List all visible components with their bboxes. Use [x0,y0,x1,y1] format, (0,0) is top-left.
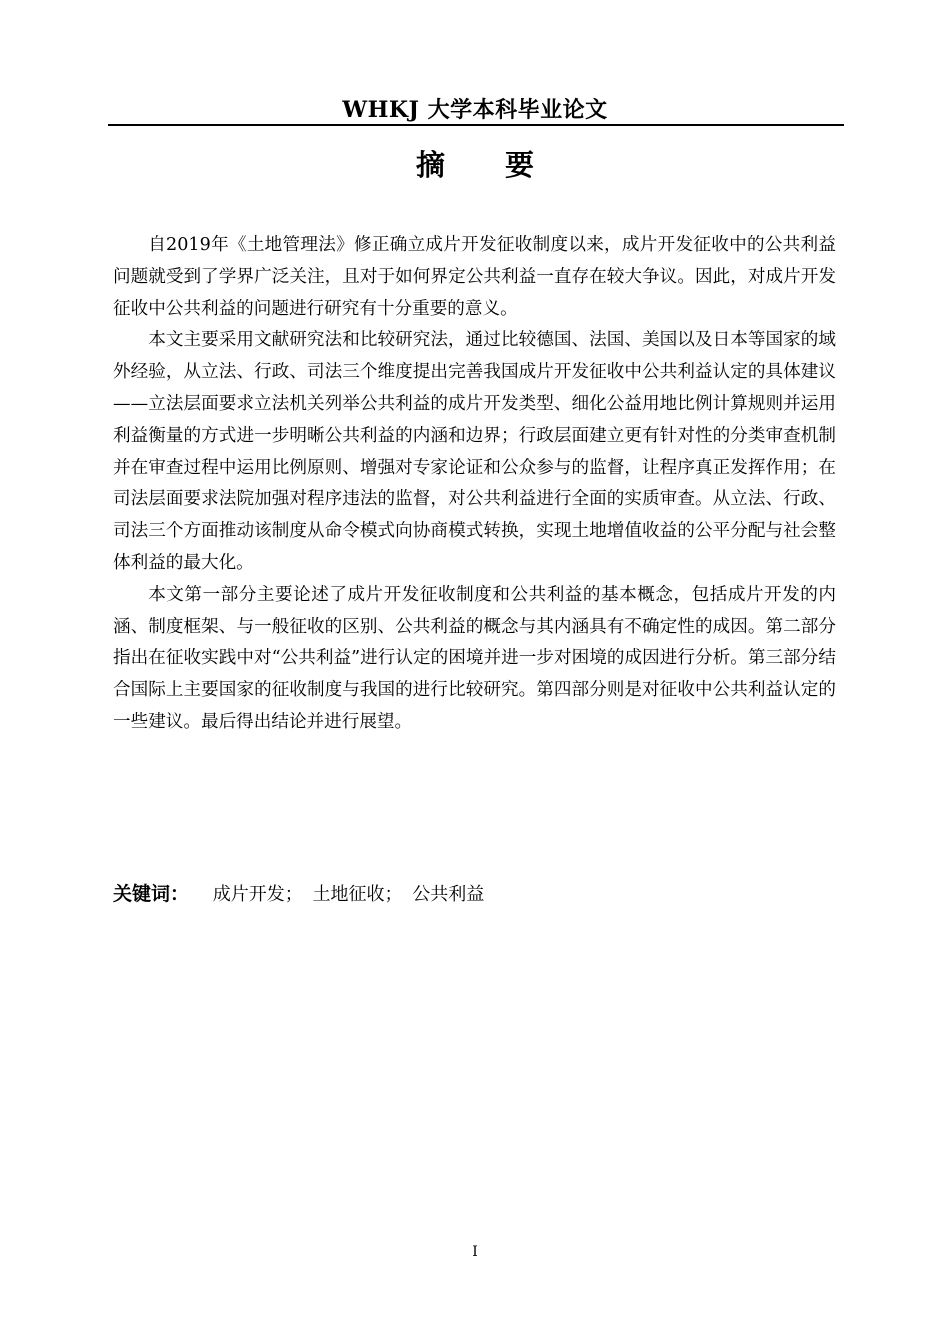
abstract-paragraph: 本文第一部分主要论述了成片开发征收制度和公共利益的基本概念，包括成片开发的内涵、制度框架、与一般征收的区别、公共利益的概念与其内涵具有不确定性的成因。第二部分指出在征收实践中对“公共利益”进行认定的困境并进一步对困境的成因进行分析。第三部分结合国际上主要国家的征收制度与我国的进行比较研究。第四部分则是对征收中公共利益认定的一些建议。最后得出结论并进行展望。 [113,584,836,732]
running-header: WHKJ 大学本科毕业论文 [342,97,608,123]
page-number: I [472,1244,478,1260]
keywords-label: 关键词： [113,883,190,905]
abstract-title: 摘要 [415,148,594,182]
abstract-paragraph: 自2019年《土地管理法》修正确立成片开发征收制度以来，成片开发征收中的公共利益问题就受到了学界广泛关注，且对于如何界定公共利益一直存在较大争议。因此，对成片开发征收中公共利益的问题进行研究有十分重要的意义。 [113,235,836,319]
keywords-line [113,878,836,911]
keyword-item: 土地征收； [312,884,403,905]
abstract-body [113,230,836,739]
keyword-item: 公共利益 [412,884,485,905]
header-divider [108,124,844,126]
keyword-item: 成片开发； [212,884,303,905]
abstract-paragraph: 本文主要采用文献研究法和比较研究法，通过比较德国、法国、美国以及日本等国家的域外经验，从立法、行政、司法三个维度提出完善我国成片开发征收中公共利益认定的具体建议——立法层面要求立法机关列举公共利益的成片开发类型、细化公益用地比例计算规则并运用利益衡量的方式进一步明晰公共利益的内涵和边界；行政层面建立更有针对性的分类审查机制并在审查过程中运用比例原则、增强对专家论证和公众参与的监督，让程序真正发挥作用；在司法层面要求法院加强对程序违法的监督，对公共利益进行全面的实质审查。从立法、行政、司法三个方面推动该制度从命令模式向协商模式转换，实现土地增值收益的公平分配与社会整体利益的最大化。 [113,330,836,573]
